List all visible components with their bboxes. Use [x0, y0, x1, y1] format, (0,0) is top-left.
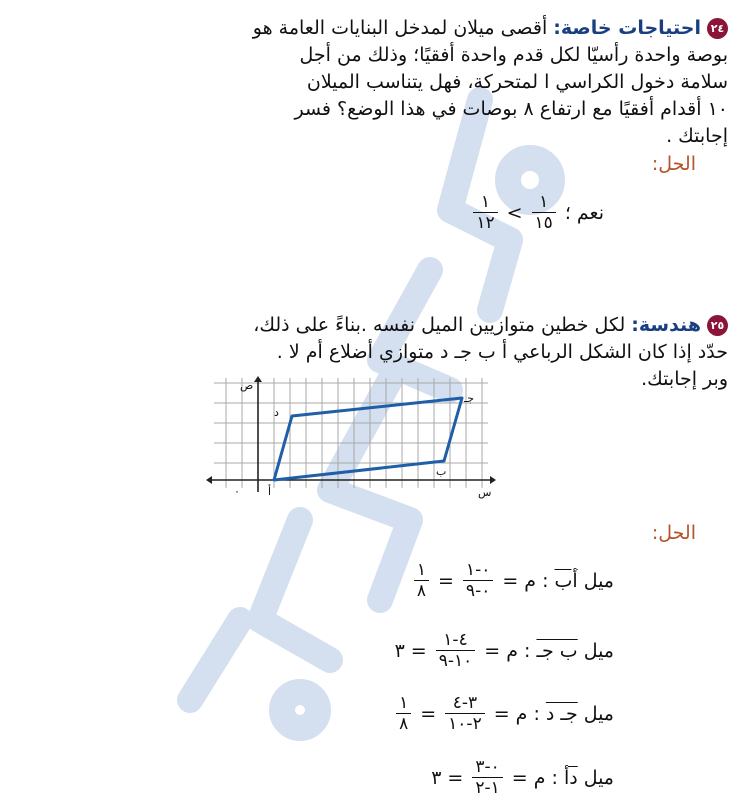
slope-label: ميل — [583, 766, 614, 789]
point-c-label: جـ — [464, 392, 475, 405]
slope-fraction: ٠-١ ٠-٩ — [463, 560, 493, 601]
slope-symbol: : م = — [493, 702, 540, 725]
slope-fraction: ٤-١ ١٠-٩ — [436, 630, 476, 671]
q25-number-badge: ٢٥ — [707, 315, 728, 336]
q25-keyword: هندسة: — [631, 314, 701, 336]
slope-ab: ميل أب : م = ٠-١ ٠-٩ = ١ ٨ — [411, 560, 614, 601]
point-d-label: د — [274, 406, 279, 419]
svg-text:أحمد الليثي: أحمد الليثي — [150, 45, 225, 64]
q25-line2: حدّد إذا كان الشكل الرباعي أ ب جـ د متوازي أضلاع أم لا . — [276, 341, 728, 363]
slope-symbol: : م = — [484, 639, 531, 662]
q24-solution-label: الحل: — [651, 153, 696, 175]
x-axis-label: س — [478, 486, 492, 499]
q25-solution-label: الحل: — [651, 522, 696, 544]
slope-label: ميل — [583, 702, 614, 725]
slope-result: ٣ — [394, 639, 405, 662]
slope-bc: ميل ب جـ : م = ٤-١ ١٠-٩ = ٣ — [394, 630, 614, 671]
segment-name: جـ د — [545, 702, 578, 725]
q24-frac-right: ١ ١٥ — [532, 192, 556, 233]
q24-text-1: أقصى ميلان لمدخل البنايات العامة هو — [252, 17, 548, 39]
q25-line3: وبر إجابتك. — [641, 368, 728, 390]
slope-result: ١ ٨ — [396, 693, 411, 734]
q24-answer-word: نعم ؛ — [564, 201, 604, 224]
q24-line1 — [18, 16, 728, 41]
segment-name: أب — [554, 569, 578, 592]
q25-text-1: لكل خطين متوازيين الميل نفسه .بناءً على ذلك، — [253, 314, 626, 336]
q24-answer — [470, 192, 604, 233]
slope-fraction: ٠-٣ ١-٢ — [472, 757, 502, 798]
slope-result: ١ ٨ — [414, 560, 429, 601]
point-a-label: أ — [268, 485, 272, 498]
q24-number-badge: ٢٤ — [707, 18, 728, 39]
slope-symbol: : م = — [511, 766, 558, 789]
slope-result: ٣ — [431, 766, 442, 789]
q24-line4: ١٠ أقدام أفقيًا مع ارتفاع ٨ بوصات في هذا الوضع؟ فسر — [294, 98, 728, 120]
slope-label: ميل — [583, 639, 614, 662]
q24-keyword: احتياجات خاصة: — [553, 17, 701, 39]
point-b-label: ب — [436, 465, 447, 478]
slope-fraction: ٣-٤ ٢-١٠ — [445, 693, 485, 734]
q24-line2: بوصة واحدة رأسيّا لكل قدم واحدة أفقيًا؛ وذلك من أجل — [299, 44, 728, 66]
origin-label: ٠ — [234, 485, 240, 498]
q25-line1 — [18, 313, 728, 338]
parallelogram-graph — [206, 376, 496, 498]
q24-line3: سلامة دخول الكراسي ا لمتحركة، فهل يتناسب الميلان — [306, 71, 728, 93]
slope-label: ميل — [583, 569, 614, 592]
y-axis-label: ص — [240, 379, 254, 392]
segment-name: ب جـ — [536, 639, 578, 662]
slope-da: ميل دأ : م = ٠-٣ ١-٢ = ٣ — [431, 757, 614, 798]
q24-compare-op: < — [506, 201, 523, 224]
slope-cd: ميل جـ د : م = ٣-٤ ٢-١٠ = ١ ٨ — [393, 693, 614, 734]
q24-line5: إجابتك . — [666, 125, 728, 147]
slope-symbol: : م = — [502, 569, 549, 592]
segment-name: دأ — [563, 766, 578, 789]
q24-frac-left: ١ ١٢ — [473, 192, 497, 233]
